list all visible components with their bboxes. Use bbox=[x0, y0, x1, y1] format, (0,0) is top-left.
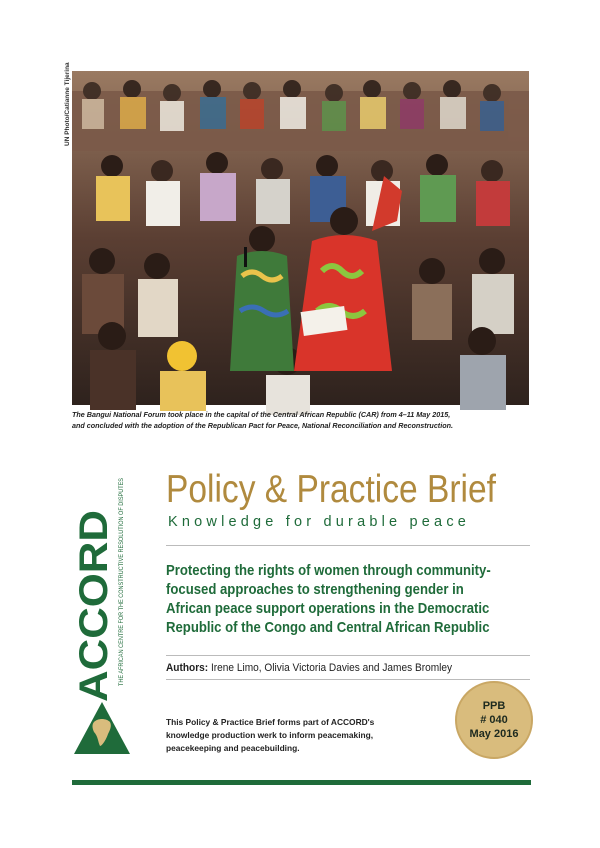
photo-caption bbox=[72, 409, 532, 431]
authors-line bbox=[166, 662, 552, 674]
badge-date: May 2016 bbox=[469, 728, 519, 740]
photo-credit: UN Photo/Catianne Tijerina bbox=[64, 62, 71, 146]
footer-bar bbox=[72, 780, 531, 785]
accord-logo bbox=[72, 453, 132, 754]
accord-wordmark bbox=[72, 474, 116, 704]
issue-badge bbox=[455, 681, 533, 759]
badge-number: # 040 bbox=[480, 714, 508, 726]
caption-line-2: and concluded with the adoption of the Republican Pact for Peace, National Reconciliation and Reconstruction. bbox=[72, 421, 453, 430]
badge-series: PPB bbox=[482, 700, 506, 712]
logo-wordmark-text: ACCORD bbox=[72, 526, 116, 702]
brief-headline: Protecting the rights of women through community-focused approaches to strengthening gender in African peace support operations in the Democratic Republic of the Congo and Central African Republic bbox=[166, 563, 491, 636]
blurb-line-1: This Policy & Practice Brief forms part of ACCORD's bbox=[166, 717, 375, 727]
cover-photo bbox=[72, 71, 529, 405]
accord-tagline bbox=[115, 453, 125, 706]
caption-line-1: The Bangui National Forum took place in the capital of the Central African Republic (CAR) from 4–11 May 2015, bbox=[72, 410, 451, 419]
blurb-line-2: knowledge production werk to inform peacemaking, bbox=[166, 730, 374, 740]
divider-authors-top bbox=[166, 655, 530, 656]
authors-label: Authors: bbox=[166, 662, 209, 674]
series-blurb bbox=[166, 716, 496, 755]
authors-names: Irene Limo, Olivia Victoria Davies and James Bromley bbox=[210, 662, 453, 674]
blurb-line-3: peacekeeping and peacebuilding. bbox=[166, 743, 300, 753]
series-title: Policy & Practice Brief bbox=[166, 468, 496, 511]
divider-authors-bottom bbox=[166, 679, 530, 680]
africa-emblem-icon bbox=[72, 700, 132, 756]
forum-crowd-image bbox=[72, 71, 529, 405]
series-subtitle: Knowledge for durable peace bbox=[168, 514, 471, 530]
divider-top bbox=[166, 545, 530, 546]
logo-tagline-text: THE AFRICAN CENTRE FOR THE CONSTRUCTIVE RESOLUTION OF DISPUTES bbox=[118, 453, 125, 686]
